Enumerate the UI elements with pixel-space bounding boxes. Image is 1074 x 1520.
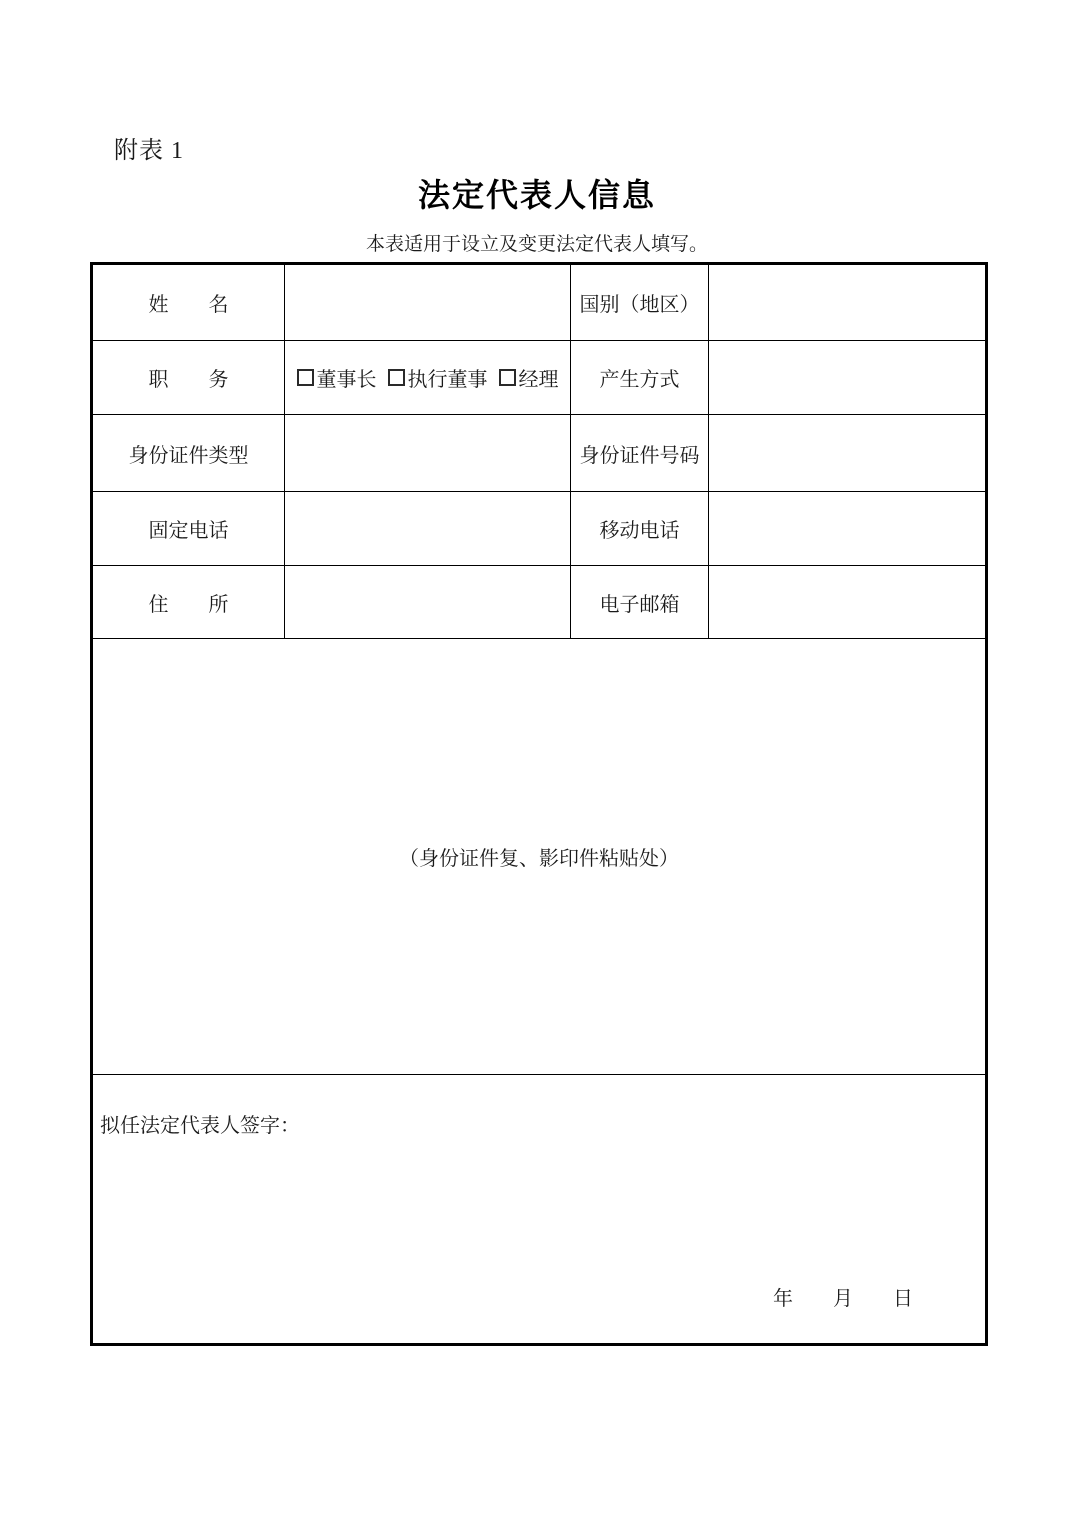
label-position: 职 务 — [92, 341, 285, 415]
table-row — [92, 492, 987, 566]
country-region-value-cell[interactable] — [709, 264, 987, 341]
label-mobile-phone: 移动电话 — [571, 492, 709, 566]
checkbox-icon[interactable] — [499, 369, 516, 386]
position-checkbox-group — [285, 363, 570, 392]
checkbox-option-executive-director[interactable] — [388, 363, 488, 392]
page-title: 法定代表人信息 — [417, 177, 656, 213]
label-id-number: 身份证件号码 — [571, 415, 709, 492]
checkbox-icon[interactable] — [297, 369, 314, 386]
checkbox-option-chairman[interactable] — [297, 363, 377, 392]
label-generation-method: 产生方式 — [571, 341, 709, 415]
generation-method-value-cell[interactable] — [709, 341, 987, 415]
id-type-value-cell[interactable] — [285, 415, 571, 492]
mobile-phone-value-cell[interactable] — [709, 492, 987, 566]
checkbox-option-manager[interactable] — [499, 363, 559, 392]
label-country-region: 国别（地区） — [571, 264, 709, 341]
legal-representative-form-table — [90, 262, 988, 1346]
date-line: 年 月 日 — [773, 1288, 913, 1310]
checkbox-label: 董事长 — [316, 369, 377, 391]
table-row — [92, 566, 987, 639]
label-residence: 住 所 — [92, 566, 285, 639]
table-row — [92, 341, 987, 415]
attachment-annotation: 附表 1 — [114, 138, 184, 164]
table-row — [92, 415, 987, 492]
label-fixed-phone: 固定电话 — [92, 492, 285, 566]
checkbox-icon[interactable] — [388, 369, 405, 386]
name-value-cell[interactable] — [285, 264, 571, 341]
page-subtitle: 本表适用于设立及变更法定代表人填写。 — [365, 234, 708, 255]
label-id-type: 身份证件类型 — [92, 415, 285, 492]
table-row — [92, 1075, 987, 1345]
email-value-cell[interactable] — [709, 566, 987, 639]
signature-label: 拟任法定代表人签字： — [100, 1115, 300, 1137]
signature-cell[interactable] — [92, 1075, 987, 1345]
checkbox-label: 执行董事 — [407, 369, 488, 391]
fixed-phone-value-cell[interactable] — [285, 492, 571, 566]
table-row — [92, 639, 987, 1075]
id-number-value-cell[interactable] — [709, 415, 987, 492]
label-name: 姓 名 — [92, 264, 285, 341]
residence-value-cell[interactable] — [285, 566, 571, 639]
table-row — [92, 264, 987, 341]
position-options-cell — [285, 341, 571, 415]
label-email: 电子邮箱 — [571, 566, 709, 639]
checkbox-label: 经理 — [518, 369, 559, 391]
id-copy-paste-area: （身份证件复、影印件粘贴处） — [92, 639, 987, 1075]
